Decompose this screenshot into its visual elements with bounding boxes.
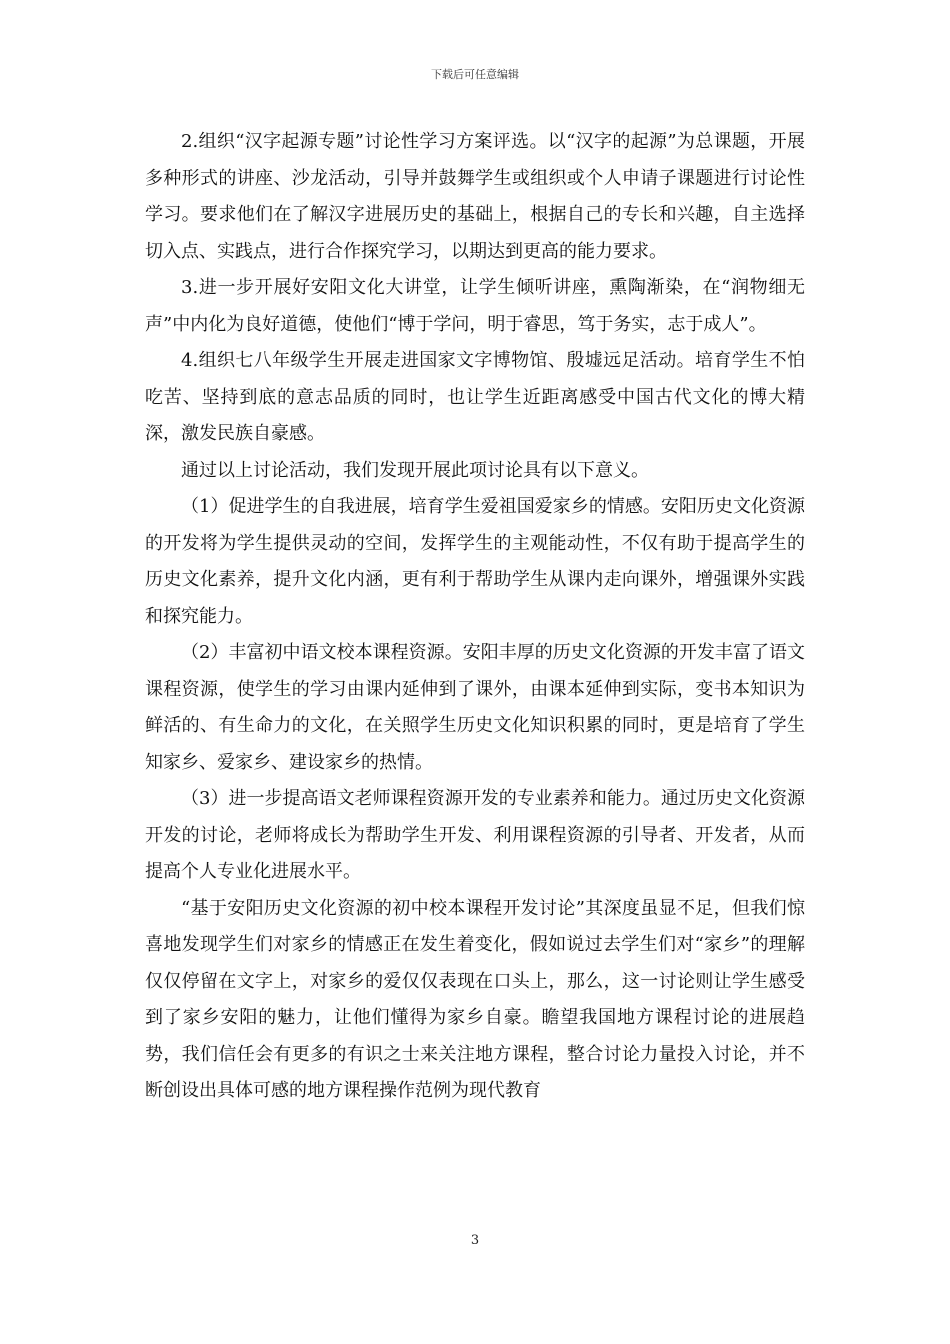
page-header: 下载后可任意编辑: [431, 68, 519, 81]
paragraph: 4.组织七八年级学生开展走进国家文字博物馆、殷墟远足活动。培育学生不怕吃苦、坚持到底的意志品质的同时，也让学生近距离感受中国古代文化的博大精深，激发民族自豪感。: [145, 350, 805, 444]
paragraph: 2.组织“汉字起源专题”讨论性学习方案评选。以“汉字的起源”为总课题，开展多种形式的讲座、沙龙活动，引导并鼓舞学生或组织或个人申请子课题进行讨论性学习。要求他们在了解汉字进展历史的基础上，根据自己的专长和兴趣，自主选择切入点、实践点，进行合作探究学习，以期达到更高的能力要求。: [145, 131, 805, 262]
paragraph: “基于安阳历史文化资源的初中校本课程开发讨论”其深度虽显不足，但我们惊喜地发现学生们对家乡的情感正在发生着变化，假如说过去学生们对“家乡”的理解仅仅停留在文字上，对家乡的爱仅仅表现在口头上，那么，这一讨论则让学生感受到了家乡安阳的魅力，让他们懂得为家乡自豪。瞻望我国地方课程讨论的进展趋势，我们信任会有更多的有识之士来关注地方课程，整合讨论力量投入讨论，并不断创设出具体可感的地方课程操作范例为现代教育: [145, 897, 805, 1101]
paragraph: （2）丰富初中语文校本课程资源。安阳丰厚的历史文化资源的开发丰富了语文课程资源，使学生的学习由课内延伸到了课外，由课本延伸到实际，变书本知识为鲜活的、有生命力的文化，在关照学生历史文化知识积累的同时，更是培育了学生知家乡、爱家乡、建设家乡的热情。: [145, 642, 805, 773]
page-number: 3: [470, 1233, 480, 1248]
paragraph: （3）进一步提高语文老师课程资源开发的专业素养和能力。通过历史文化资源开发的讨论，老师将成长为帮助学生开发、利用课程资源的引导者、开发者，从而提高个人专业化进展水平。: [145, 788, 805, 882]
paragraph: （1）促进学生的自我进展，培育学生爱祖国爱家乡的情感。安阳历史文化资源的开发将为学生提供灵动的空间，发挥学生的主观能动性，不仅有助于提高学生的历史文化素养，提升文化内涵，更有利于帮助学生从课内走向课外，增强课外实践和探究能力。: [145, 496, 805, 627]
paragraph: 通过以上讨论活动，我们发现开展此项讨论具有以下意义。: [181, 459, 649, 481]
paragraph: 3.进一步开展好安阳文化大讲堂，让学生倾听讲座，熏陶渐染，在“润物细无声”中内化为良好道德，使他们“博于学问，明于睿思，笃于务实，志于成人”。: [145, 277, 805, 335]
body-text: [145, 124, 805, 1110]
